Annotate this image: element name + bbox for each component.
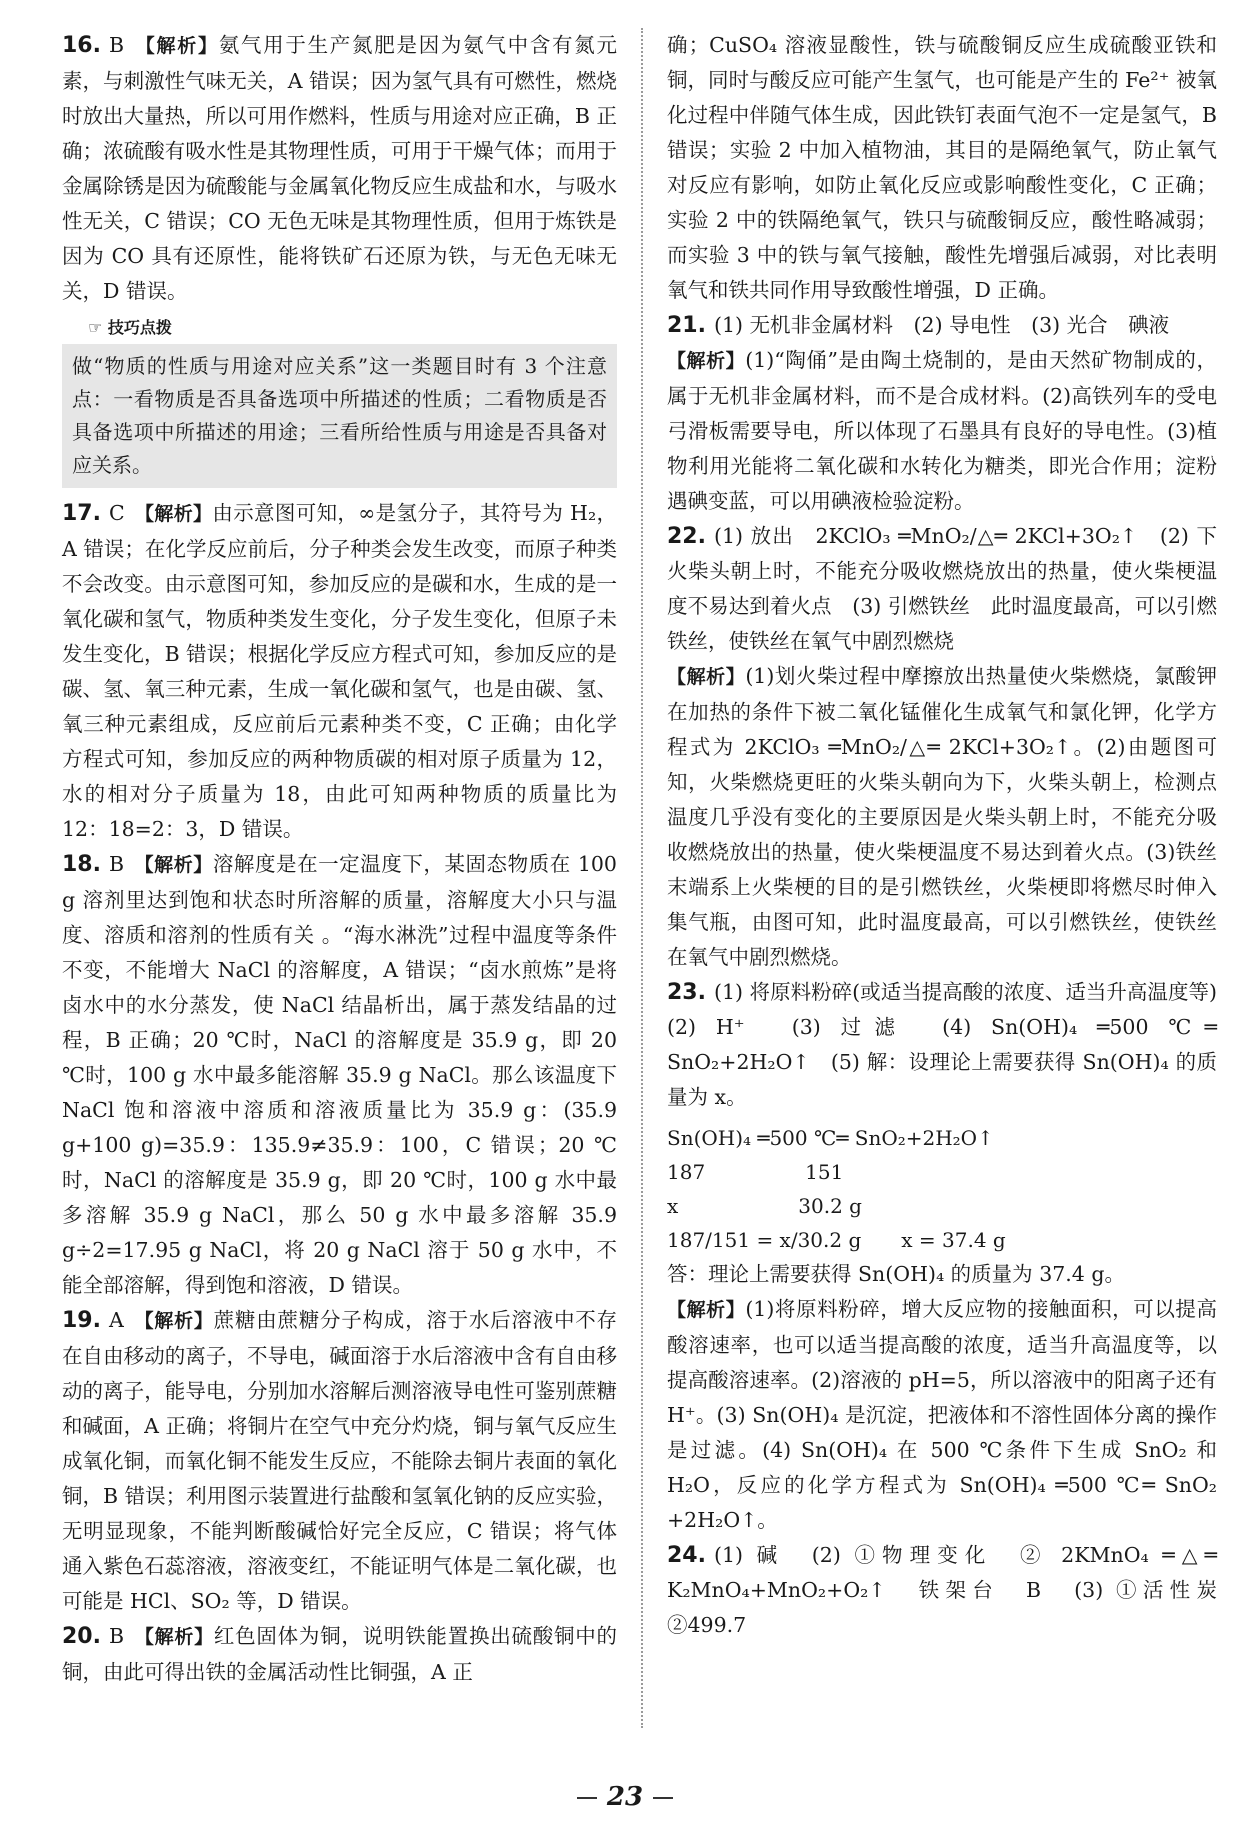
molar-mass-line: 187 151 bbox=[667, 1160, 844, 1184]
pointing-hand-icon: ☞ bbox=[88, 318, 103, 337]
answer-choice: B bbox=[108, 852, 125, 876]
analysis-text: 溶解度是在一定温度下，某固态物质在 100 g 溶剂里达到饱和状态时所溶解的质量，溶解度大小只与温度、溶质和溶剂的性质有关 。“海水淋洗”过程中温度等条件不变，不能增大 NaCl 的溶解度，A 错误；“卤水煎炼”是将卤水中的水分蒸发，使 NaCl 结晶析出，属于蒸发结晶的过程，B 正确；20 ℃时，NaCl 的溶解度是 35.9 g，即 20 ℃时，100 g 水中最多能溶解 35.9 g NaCl。那么该温度下 NaCl 饱和溶液中溶质和溶液质量比为 35.9 g：(35.9 g+100 g)=35.9：135.9≠35.9：100，C 错误；20 ℃时，NaCl 的溶解度是 35.9 g，即 20 ℃时，100 g 水中最多溶解 35.9 g NaCl，那么 50 g 水中最多溶解 35.9 g÷2=17.95 g NaCl，将 20 g NaCl 溶于 50 g 水中，不能全部溶解，得到饱和溶液，D 错误。 bbox=[62, 852, 617, 1297]
question-number: 22. bbox=[667, 524, 706, 549]
question-20-continued: 确；CuSO₄ 溶液显酸性，铁与硫酸铜反应生成硫酸亚铁和铜，同时与酸反应可能产生氢气，也可能是产生的 Fe²⁺ 被氧化过程中伴随气体生成，因此铁钉表面气泡不一定是氢气，B 错误；实验 2 中加入植物油，其目的是隔绝氧气，防止氧气对反应有影响，如防止氧化反应或影响酸性变化，C 正确；实验 2 中的铁隔绝氧气，铁只与硫酸铜反应，酸性略减弱；而实验 3 中的铁与氧气接触，酸性先增强后减弱，对比表明氧气和铁共同作用导致酸性增强，D 正确。 bbox=[667, 33, 1217, 302]
question-23 bbox=[667, 975, 1238, 1115]
question-22 bbox=[667, 519, 1238, 659]
conclusion-23: 答：理论上需要获得 Sn(OH)₄ 的质量为 37.4 g。 bbox=[667, 1262, 1125, 1286]
column-divider bbox=[641, 28, 643, 1728]
tip-text: 做“物质的性质与用途对应关系”这一类题目时有 3 个注意点：一看物质是否具备选项中所描述的性质；二看物质是否具备选项中所描述的用途；三看所给性质与用途是否具备对应关系。 bbox=[72, 354, 607, 477]
calculation-block bbox=[667, 1121, 1217, 1257]
question-number: 19. bbox=[62, 1308, 101, 1333]
question-24 bbox=[667, 1538, 1238, 1643]
analysis-text: 红色固体为铜，说明铁能置换出硫酸铜中的铜，由此可得出铁的金属活动性比铜强，A 正 bbox=[62, 1624, 617, 1684]
analysis-text: 蔗糖由蔗糖分子构成，溶于水后溶液中不存在自由移动的离子，不导电，碱面溶于水后溶液中含有自由移动的离子，能导电，分别加水溶解后测溶液导电性可鉴别蔗糖和碱面，A 正确；将铜片在空气中充分灼烧，铜与氧气反应生成氧化铜，而氧化铜不能发生反应，不能除去铜片表面的氧化铜，B 错误；利用图示装置进行盐酸和氢氧化钠的反应实验，无明显现象，不能判断酸碱恰好完全反应，C 错误；将气体通入紫色石蕊溶液，溶液变红，不能证明气体是二氧化碳，也可能是 HCl、SO₂ 等，D 错误。 bbox=[62, 1308, 617, 1613]
answer-text: (1) 无机非金属材料 (2) 导电性 (3) 光合 碘液 bbox=[713, 313, 1170, 337]
right-column bbox=[667, 28, 1238, 1643]
analysis-text: (1)划火柴过程中摩擦放出热量使火柴燃烧，氯酸钾在加热的条件下被二氧化锰催化生成氧气和氯化钾，化学方程式为 2KClO₃ ═MnO₂/△═ 2KCl+3O₂↑。(2)由题图可知，火柴燃烧更旺的火柴头朝向为下，火柴头朝上，检测点温度几乎没有变化的主要原因是火柴头朝上时，不能充分吸收燃烧放出的热量，使火柴梗温度不易达到着火点。(3)铁丝末端系上火柴梗的目的是引燃铁丝，火柴梗即将燃尽时伸入集气瓶，由图可知，此时温度最高，可以引燃铁丝，使铁丝在氧气中剧烈燃烧。 bbox=[667, 664, 1217, 969]
question-19 bbox=[62, 1303, 617, 1619]
answer-text: (1) 将原料粉碎(或适当提高酸的浓度、适当升高温度等) (2) H⁺ (3) 过滤 (4) Sn(OH)₄ ═500 ℃═ SnO₂+2H₂O↑ (5) 解：设理论上需要获得 Sn(OH)₄ 的质量为 x。 bbox=[667, 980, 1238, 1109]
question-number: 24. bbox=[667, 1543, 706, 1568]
quantity-line: x 30.2 g bbox=[667, 1194, 862, 1218]
page-number: 23 bbox=[0, 1782, 1250, 1812]
analysis-23 bbox=[667, 1292, 1217, 1538]
question-21 bbox=[667, 308, 1217, 343]
answer-choice: A bbox=[108, 1308, 124, 1332]
tip-box bbox=[62, 344, 617, 488]
analysis-text: (1)“陶俑”是由陶土烧制的，是由天然矿物制成的，属于无机非金属材料，而不是合成材料。(2)高铁列车的受电弓滑板需要导电，所以体现了石墨具有良好的导电性。(3)植物利用光能将二氧化碳和水转化为糖类，即光合作用；淀粉遇碘变蓝，可以用碘液检验淀粉。 bbox=[667, 348, 1217, 513]
answer-choice: B bbox=[108, 33, 125, 57]
question-number: 23. bbox=[667, 980, 706, 1005]
tip-heading: ☞ 技巧点拨 bbox=[88, 318, 172, 337]
answer-text: (1) 碱 (2) ①物理变化 ② 2KMnO₄ ═△═ K₂MnO₄+MnO₂+O₂↑ 铁架台 B (3) ①活性炭 ②499.7 bbox=[667, 1543, 1238, 1637]
question-17 bbox=[62, 496, 617, 847]
analysis-text: (1)将原料粉碎，增大反应物的接触面积，可以提高酸溶速率，也可以适当提高酸的浓度，适当升高温度等，以提高酸溶速率。(2)溶液的 pH=5，所以溶液中的阳离子还有 H⁺。(3) Sn(OH)₄ 是沉淀，把液体和不溶性固体分离的操作是过滤。(4) Sn(OH)₄ 在 500 ℃条件下生成 SnO₂ 和 H₂O，反应的化学方程式为 Sn(OH)₄ ═500 ℃═ SnO₂ +2H₂O↑。 bbox=[667, 1297, 1217, 1532]
analysis-tag: 【解析】 bbox=[134, 1626, 214, 1648]
analysis-tag: 【解析】 bbox=[134, 503, 213, 525]
question-number: 21. bbox=[667, 313, 706, 338]
question-number: 16. bbox=[62, 33, 101, 58]
equation-line: Sn(OH)₄ ═500 ℃═ SnO₂+2H₂O↑ bbox=[667, 1126, 994, 1150]
analysis-tag: 【解析】 bbox=[667, 1299, 746, 1321]
analysis-tag: 【解析】 bbox=[667, 666, 746, 688]
analysis-text: 氨气用于生产氮肥是因为氨气中含有氮元素，与刺激性气味无关，A 错误；因为氢气具有可燃性，燃烧时放出大量热，所以可用作燃料，性质与用途对应正确，B 正确；浓硫酸有吸水性是其物理性质，可用于干燥气体；而用于金属除锈是因为硫酸能与金属氧化物反应生成盐和水，与吸水性无关，C 错误；CO 无色无味是其物理性质，但用于炼铁是因为 CO 具有还原性，能将铁矿石还原为铁，与无色无味无关，D 错误。 bbox=[62, 33, 617, 303]
dash-left bbox=[577, 1797, 597, 1799]
analysis-tag: 【解析】 bbox=[134, 35, 219, 57]
question-number: 18. bbox=[62, 852, 101, 877]
dash-right bbox=[653, 1797, 673, 1799]
question-number: 17. bbox=[62, 501, 101, 526]
question-number: 20. bbox=[62, 1624, 101, 1649]
analysis-22 bbox=[667, 659, 1217, 975]
analysis-tag: 【解析】 bbox=[667, 350, 746, 372]
question-18 bbox=[62, 847, 617, 1303]
answer-text: (1) 放出 2KClO₃ ═MnO₂/△═ 2KCl+3O₂↑ (2) 下 火柴头朝上时，不能充分吸收燃烧放出的热量，使火柴梗温度不易达到着火点 (3) 引燃铁丝 此时温度最高，可以引燃铁丝，使铁丝在氧气中剧烈燃烧 bbox=[667, 524, 1238, 653]
analysis-21 bbox=[667, 343, 1217, 519]
left-column bbox=[62, 28, 617, 1690]
answer-choice: C bbox=[108, 501, 125, 525]
answer-choice: B bbox=[108, 1624, 125, 1648]
question-20 bbox=[62, 1619, 617, 1690]
analysis-tag: 【解析】 bbox=[134, 854, 213, 876]
analysis-tag: 【解析】 bbox=[133, 1310, 214, 1332]
question-16 bbox=[62, 28, 617, 309]
analysis-text: 由示意图可知，∞是氢分子，其符号为 H₂，A 错误；在化学反应前后，分子种类会发生改变，而原子种类不会改变。由示意图可知，参加反应的是碳和水，生成的是一氧化碳和氢气，物质种类发生变化，分子发生变化，但原子未发生变化，B 错误；根据化学反应方程式可知，参加反应的是碳、氢、氧三种元素，生成一氧化碳和氢气，也是由碳、氢、氧三种元素组成，反应前后元素种类不变，C 正确；由化学方程式可知，参加反应的两种物质碳的相对原子质量为 12，水的相对分子质量为 18，由此可知两种物质的质量比为 12：18=2：3，D 错误。 bbox=[62, 501, 617, 841]
ratio-line: 187/151 = x/30.2 g x = 37.4 g bbox=[667, 1228, 1006, 1252]
